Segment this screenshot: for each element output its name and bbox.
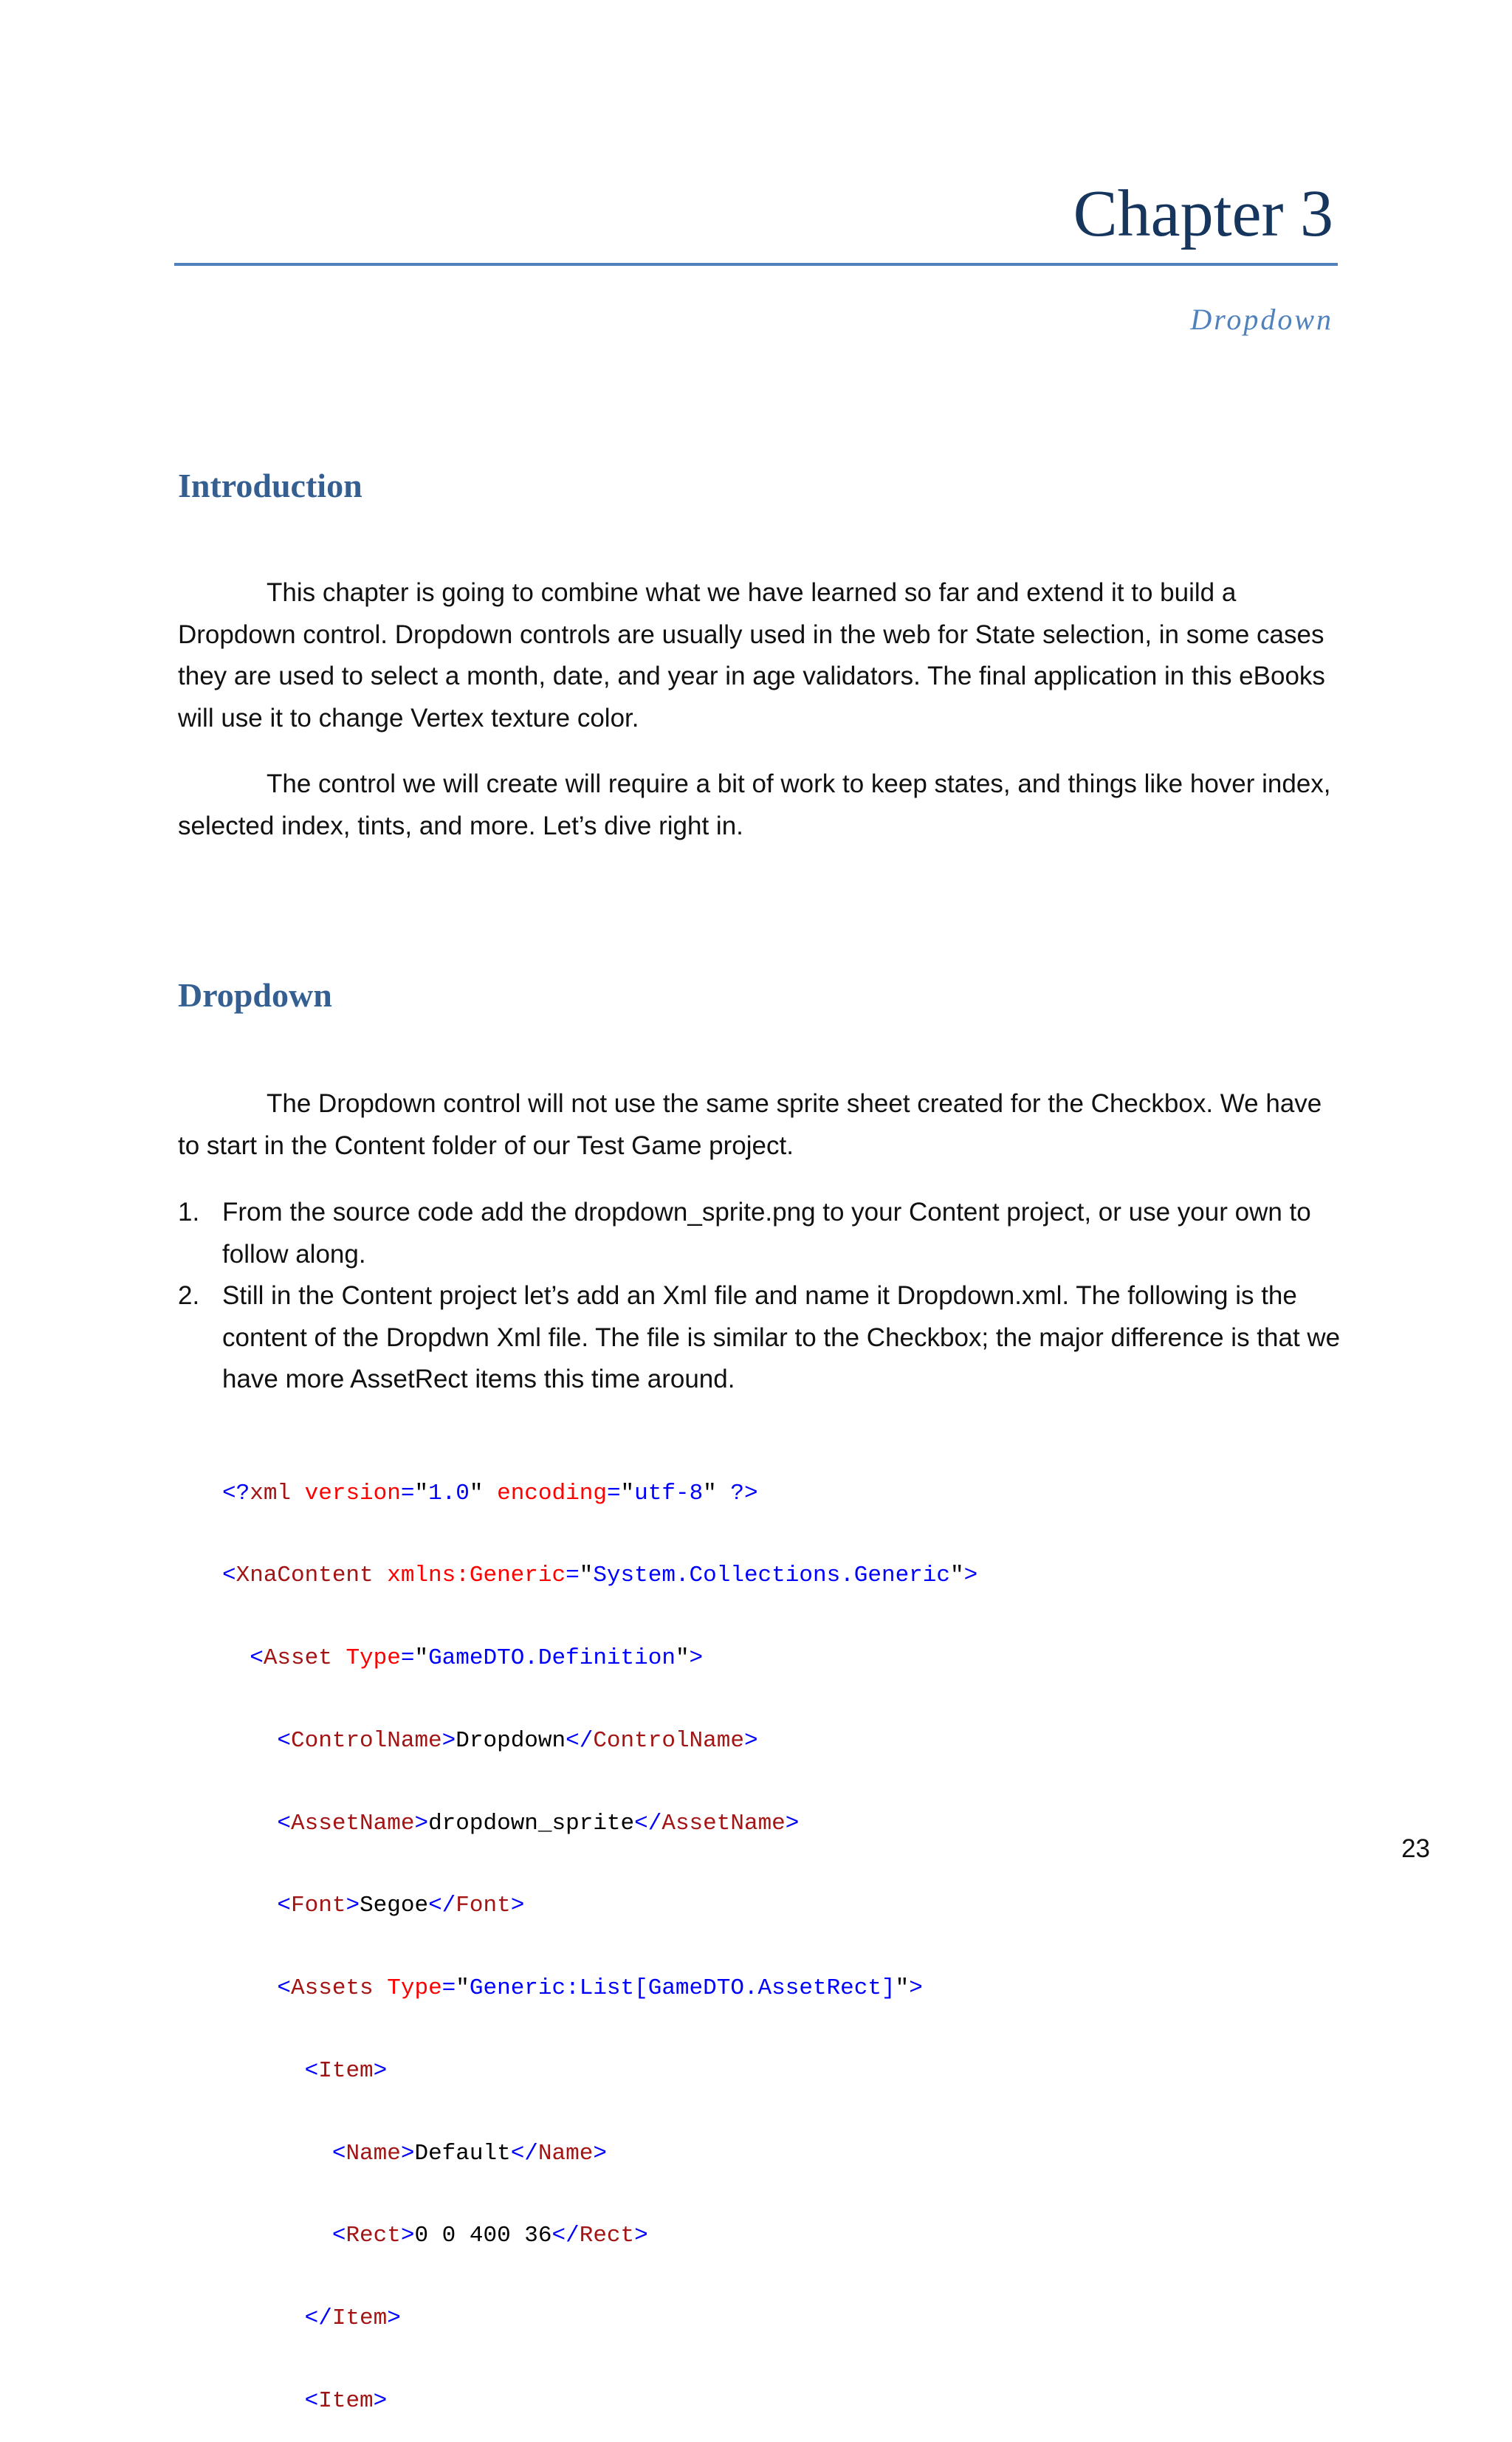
- introduction-paragraph-1: This chapter is going to combine what we have learned so far and extend it to build a Dropdown control. Dropdown controls are usually used in the web for State selection, in some cases they are used to select a month, date, and year in age validators. The final application in this eBooks will use it to change Vertex texture color.: [178, 578, 1325, 733]
- dropdown-paragraph-1: The Dropdown control will not use the same sprite sheet created for the Checkbox. We have to start in the Content folder of our Test Game project.: [178, 1089, 1322, 1160]
- list-item-text: From the source code add the dropdown_sprite.png to your Content project, or use your own to follow along.: [222, 1198, 1311, 1269]
- code-block: [222, 1424, 977, 2442]
- code-line: <Asset Type="GameDTO.Definition">: [250, 1645, 704, 1671]
- section-heading-dropdown: Dropdown: [178, 976, 332, 1014]
- code-line: <Font>Segoe</Font>: [277, 1893, 525, 1919]
- chapter-title: Chapter 3: [1073, 177, 1333, 250]
- chapter-subtitle: Dropdown: [1190, 303, 1333, 336]
- list-item: [178, 1192, 1344, 1275]
- code-line: <Item>: [304, 2057, 388, 2084]
- code-line: <XnaContent xmlns:Generic="System.Collections.Generic">: [222, 1563, 978, 1589]
- code-line: <Item>: [304, 2387, 388, 2414]
- page-number: 23: [1401, 1834, 1430, 1863]
- code-line: <?xml version="1.0" encoding="utf-8" ?>: [222, 1480, 758, 1506]
- code-line: </Item>: [304, 2305, 401, 2331]
- code-line: <Rect>0 0 400 36</Rect>: [331, 2223, 648, 2249]
- code-line: <Name>Default</Name>: [331, 2140, 607, 2167]
- section-heading-introduction: Introduction: [178, 467, 362, 504]
- code-line: <AssetName>dropdown_sprite</AssetName>: [277, 1810, 800, 1836]
- list-item-text: Still in the Content project let’s add an Xml file and name it Dropdown.xml. The following is the content of the Dropdwn Xml file. The file is similar to the Checkbox; the major difference is that we have more AssetRect items this time around.: [222, 1281, 1341, 1393]
- code-line: <Assets Type="Generic:List[GameDTO.AssetRect]">: [277, 1975, 923, 2001]
- list-number: 1.: [178, 1198, 200, 1227]
- introduction-paragraph-2: The control we will create will require a bit of work to keep states, and things like hover index, selected index, tints, and more. Let’s dive right in.: [178, 769, 1331, 840]
- list-item: [178, 1275, 1344, 1401]
- chapter-divider: [174, 263, 1338, 266]
- list-number: 2.: [178, 1281, 200, 1310]
- code-line: <ControlName>Dropdown</ControlName>: [277, 1727, 758, 1754]
